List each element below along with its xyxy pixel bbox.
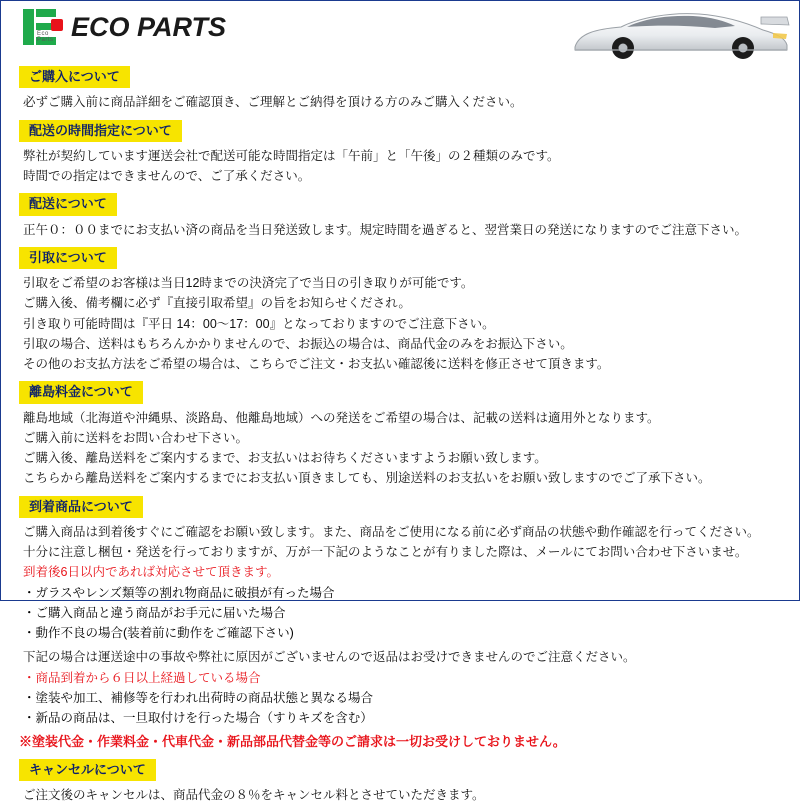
text-line: ご購入後、備考欄に必ず『直接引取希望』の旨をお知らせくだされ。 (23, 296, 411, 311)
text-line: 正午０：００までにお支払い済の商品を当日発送致します。規定時間を過ぎると、翌営業日の発送になりますのでご注意下さい。 (23, 222, 748, 237)
text-line: ご注文後のキャンセルは、商品代金の８％をキャンセル料とさせていただきます。 (23, 788, 485, 802)
text-line: こちらから離島送料をご案内するまでにお支払い頂きましても、別途送料のお支払いをお願い致しますのでご了承下さい。 (23, 471, 711, 486)
logo-text: ECO PARTS (71, 11, 227, 42)
text-line: ご購入商品は到着後すぐにご確認をお願い致します。また、商品をご使用になる前に必ず商品の状態や動作確認を行ってください。 (23, 524, 760, 539)
list-item: ・塗装や加工、補修等を行われ出荷時の商品状態と異なる場合 (23, 690, 374, 705)
logo (23, 9, 226, 45)
section-body-arrival (23, 522, 781, 563)
eco-parts-logo-icon (23, 9, 63, 45)
list-item: ・動作不良の場合(装着前に動作をご確認下さい) (23, 626, 294, 640)
section-heading-shipping: 配送について (19, 193, 117, 215)
text-line: 引き取り可能時間は『平日 14：00～17：00』となっておりますのでご注意下さい。 (23, 316, 495, 331)
section-shipping (1, 193, 799, 240)
text-line: 引取をご希望のお客様は当日12時までの決済完了で当日の引き取りが可能です。 (23, 276, 474, 290)
list-item: ・新品の商品は、一旦取付けを行った場合（すりキズを含む） (23, 711, 373, 725)
section-heading-purchase: ご購入について (19, 66, 130, 88)
text-line: ご購入前に送料をお問い合わせ下さい。 (23, 430, 249, 445)
section-body-shipping (23, 220, 781, 240)
car-image (565, 3, 795, 59)
text-line: 離島地域（北海道や沖縄県、淡路島、他離島地域）への発送をご希望の場合は、記載の送料は適用外となります。 (23, 410, 660, 425)
list-item-red: ・商品到着から６日以上経過している場合 (23, 670, 261, 685)
section-heading-cancel: キャンセルについて (19, 759, 156, 781)
list-item: ・ガラスやレンズ類等の割れ物商品に破損が有った場合 (23, 585, 335, 600)
section-pickup (1, 247, 799, 375)
text-line: 時間での指定はできませんので、ご了承ください。 (23, 169, 311, 183)
section-body-remote-area (23, 408, 781, 489)
logo-sub-text: Eco Parts (37, 31, 54, 43)
text-line: 下記の場合は運送途中の事故や弊社に原因がございませんので返品はお受けできませんのでご注意ください。 (23, 650, 636, 665)
list-item: ・ご購入商品と違う商品がお手元に届いた場合 (23, 605, 286, 620)
section-body-delivery-time (23, 146, 781, 187)
section-purchase (1, 66, 799, 113)
section-remote-area (1, 381, 799, 488)
text-line: 必ずご購入前に商品詳細をご確認頂き、ご理解とご納得を頂ける方のみご購入ください。 (23, 95, 523, 110)
text-line: その他のお支払方法をご希望の場合は、こちらでご注文・お支払い確認後に送料を修正させて頂きます。 (23, 357, 610, 371)
arrival-accept-bullets (23, 583, 781, 644)
section-heading-pickup: 引取について (19, 247, 117, 269)
text-line: ご購入後、離島送料をご案内するまで、お支払いはお待ちくださいますようお願い致します。 (23, 451, 547, 465)
section-cancel (1, 759, 799, 805)
arrival-reject-intro (23, 647, 781, 667)
section-body-cancel (23, 785, 781, 805)
section-heading-arrival: 到着商品について (19, 496, 143, 518)
section-heading-delivery-time: 配送の時間指定について (19, 120, 182, 142)
arrival-claim-notice: ※塗装代金・作業料金・代車代金・新品部品代替金等のご請求は一切お受けしておりません。 (19, 734, 566, 750)
section-delivery-time (1, 120, 799, 187)
section-heading-remote-area: 離島料金について (19, 381, 143, 403)
text-line: 弊社が契約しています運送会社で配送可能な時間指定は「午前」と「午後」の２種類のみです。 (23, 148, 560, 163)
section-arrival (1, 496, 799, 752)
section-body-pickup (23, 273, 781, 374)
text-line: 十分に注意し梱包・発送を行っておりますが、万が一下記のようなことが有りました際は、メールにてお問い合わせ下さいませ。 (23, 545, 748, 559)
page-header (1, 1, 799, 59)
arrival-deadline-notice: 到着後6日以内であれば対応させて頂きます。 (23, 565, 279, 580)
text-line: 引取の場合、送料はもちろんかかりませんので、お振込の場合は、商品代金のみをお振込下さい。 (23, 336, 573, 351)
section-body-purchase (23, 92, 781, 112)
arrival-reject-bullets (23, 668, 781, 729)
